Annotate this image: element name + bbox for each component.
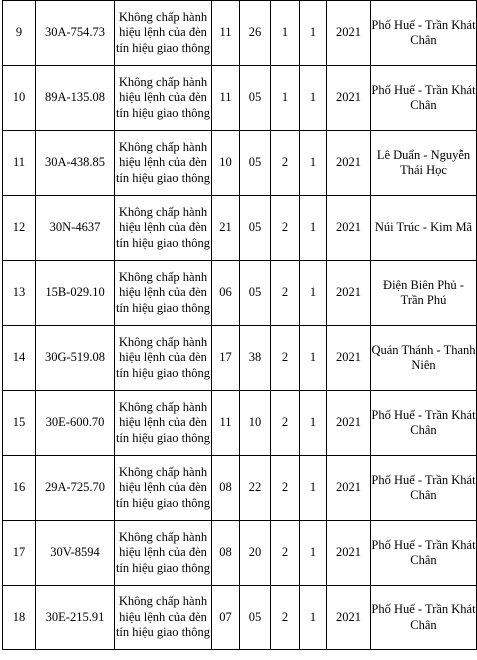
cell-hour: 21: [212, 196, 240, 261]
table-row: [3, 131, 477, 196]
cell-year: 2021: [327, 586, 371, 650]
cell-hour: 11: [212, 1, 240, 66]
cell-year: 2021: [327, 196, 371, 261]
cell-location: Núi Trúc - Kim Mã: [371, 196, 477, 261]
cell-day: 2: [271, 196, 300, 261]
cell-location: Phố Huế - Trần Khát Chân: [371, 1, 477, 66]
cell-minute: 10: [240, 391, 271, 456]
cell-month: 1: [300, 586, 327, 650]
cell-plate: 30G-519.08: [36, 326, 115, 391]
cell-day: 2: [271, 521, 300, 586]
cell-minute: 38: [240, 326, 271, 391]
cell-hour: 08: [212, 521, 240, 586]
cell-stt: 13: [3, 261, 36, 326]
cell-day: 1: [271, 1, 300, 66]
table-row: [3, 326, 477, 391]
cell-day: 2: [271, 131, 300, 196]
cell-violation: Không chấp hành hiệu lệnh của đèn tín hiệu giao thông: [115, 456, 212, 521]
cell-hour: 11: [212, 391, 240, 456]
cell-location: Phố Huế - Trần Khát Chân: [371, 66, 477, 131]
cell-day: 2: [271, 456, 300, 521]
cell-minute: 26: [240, 1, 271, 66]
cell-plate: 30A-438.85: [36, 131, 115, 196]
cell-stt: 16: [3, 456, 36, 521]
cell-minute: 05: [240, 196, 271, 261]
cell-stt: 17: [3, 521, 36, 586]
cell-plate: 89A-135.08: [36, 66, 115, 131]
table-row: [3, 586, 477, 650]
table-row: [3, 1, 477, 66]
cell-location: Phố Huế - Trần Khát Chân: [371, 456, 477, 521]
cell-hour: 06: [212, 261, 240, 326]
cell-stt: 10: [3, 66, 36, 131]
cell-year: 2021: [327, 326, 371, 391]
cell-minute: 20: [240, 521, 271, 586]
cell-year: 2021: [327, 456, 371, 521]
cell-year: 2021: [327, 261, 371, 326]
cell-hour: 10: [212, 131, 240, 196]
cell-month: 1: [300, 131, 327, 196]
cell-minute: 05: [240, 66, 271, 131]
cell-month: 1: [300, 261, 327, 326]
cell-hour: 07: [212, 586, 240, 650]
cell-violation: Không chấp hành hiệu lệnh của đèn tín hiệu giao thông: [115, 261, 212, 326]
cell-minute: 05: [240, 586, 271, 650]
cell-plate: 29A-725.70: [36, 456, 115, 521]
cell-plate: 30E-215.91: [36, 586, 115, 650]
table-row: [3, 521, 477, 586]
cell-plate: 30N-4637: [36, 196, 115, 261]
cell-plate: 30A-754.73: [36, 1, 115, 66]
cell-violation: Không chấp hành hiệu lệnh của đèn tín hiệu giao thông: [115, 66, 212, 131]
cell-year: 2021: [327, 66, 371, 131]
cell-violation: Không chấp hành hiệu lệnh của đèn tín hiệu giao thông: [115, 521, 212, 586]
cell-plate: 30E-600.70: [36, 391, 115, 456]
table-row: [3, 261, 477, 326]
cell-stt: 12: [3, 196, 36, 261]
cell-stt: 11: [3, 131, 36, 196]
cell-month: 1: [300, 391, 327, 456]
cell-month: 1: [300, 521, 327, 586]
cell-year: 2021: [327, 391, 371, 456]
cell-month: 1: [300, 326, 327, 391]
cell-violation: Không chấp hành hiệu lệnh của đèn tín hiệu giao thông: [115, 391, 212, 456]
cell-minute: 22: [240, 456, 271, 521]
violations-table: [2, 0, 477, 650]
cell-stt: 18: [3, 586, 36, 650]
cell-month: 1: [300, 1, 327, 66]
cell-minute: 05: [240, 261, 271, 326]
table-row: [3, 196, 477, 261]
cell-stt: 15: [3, 391, 36, 456]
cell-stt: 9: [3, 1, 36, 66]
cell-location: Phố Huế - Trần Khát Chân: [371, 391, 477, 456]
cell-month: 1: [300, 456, 327, 521]
cell-month: 1: [300, 66, 327, 131]
cell-day: 2: [271, 326, 300, 391]
cell-day: 2: [271, 586, 300, 650]
cell-violation: Không chấp hành hiệu lệnh của đèn tín hiệu giao thông: [115, 326, 212, 391]
cell-violation: Không chấp hành hiệu lệnh của đèn tín hiệu giao thông: [115, 196, 212, 261]
cell-location: Lê Duẩn - Nguyễn Thái Học: [371, 131, 477, 196]
cell-hour: 17: [212, 326, 240, 391]
cell-day: 1: [271, 66, 300, 131]
cell-day: 2: [271, 391, 300, 456]
cell-stt: 14: [3, 326, 36, 391]
cell-location: Điện Biên Phủ - Trần Phú: [371, 261, 477, 326]
cell-violation: Không chấp hành hiệu lệnh của đèn tín hiệu giao thông: [115, 586, 212, 650]
cell-location: Phố Huế - Trần Khát Chân: [371, 586, 477, 650]
cell-hour: 08: [212, 456, 240, 521]
cell-plate: 15B-029.10: [36, 261, 115, 326]
cell-year: 2021: [327, 521, 371, 586]
cell-minute: 05: [240, 131, 271, 196]
cell-plate: 30V-8594: [36, 521, 115, 586]
cell-violation: Không chấp hành hiệu lệnh của đèn tín hiệu giao thông: [115, 1, 212, 66]
cell-month: 1: [300, 196, 327, 261]
cell-year: 2021: [327, 131, 371, 196]
cell-violation: Không chấp hành hiệu lệnh của đèn tín hiệu giao thông: [115, 131, 212, 196]
table-row: [3, 391, 477, 456]
cell-location: Phố Huế - Trần Khát Chân: [371, 521, 477, 586]
table-row: [3, 456, 477, 521]
cell-hour: 11: [212, 66, 240, 131]
cell-year: 2021: [327, 1, 371, 66]
cell-day: 2: [271, 261, 300, 326]
table-row: [3, 66, 477, 131]
cell-location: Quán Thánh - Thanh Niên: [371, 326, 477, 391]
table-body: [3, 1, 477, 650]
